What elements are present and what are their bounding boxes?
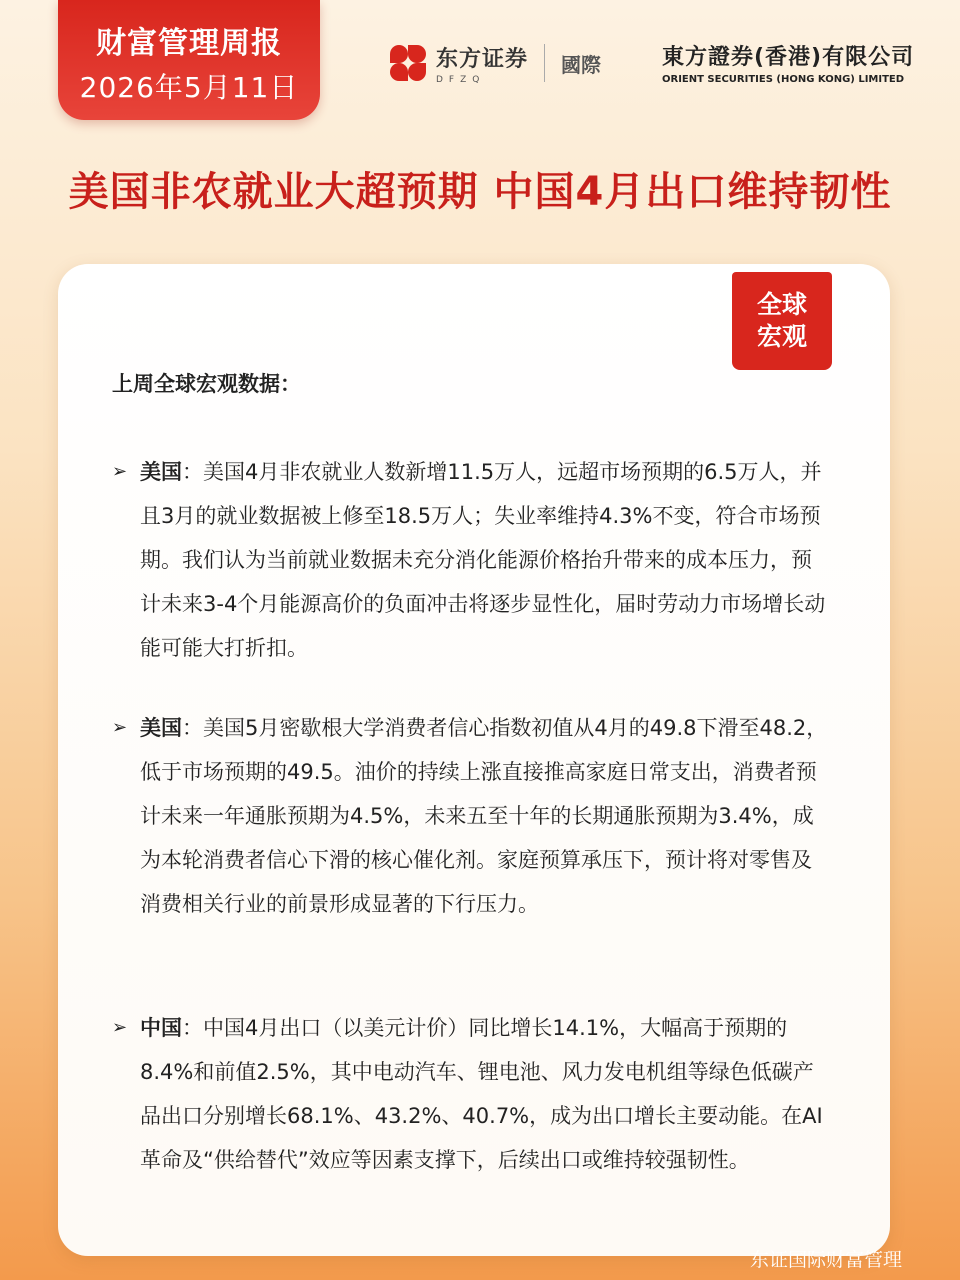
- report-title: 财富管理周报: [96, 26, 282, 61]
- hk-company-en: ORIENT SECURITIES (HONG KONG) LIMITED: [662, 74, 905, 85]
- list-item: [112, 1006, 832, 1182]
- dfzq-logo: [388, 40, 601, 86]
- category-tag-line1: 全球: [756, 290, 807, 319]
- item-text: ：中国4月出口（以美元计价）同比增长14.1%，大幅高于预期的8.4%和前值2.5%，其中电动汽车、锂电池、风力发电机组等绿色低碳产品出口分别增长68.1%、43.2%、40.7%，成为出口增长主要动能。在AI革命及“供给替代”效应等因素支撑下，后续出口或维持较强韧性。: [140, 1016, 823, 1172]
- category-tag: [732, 272, 832, 370]
- list-item: [112, 450, 832, 670]
- dfzq-logo-icon: [388, 43, 428, 83]
- hk-company-name: 東方證券(香港)有限公司: [662, 45, 915, 70]
- headline: 美国非农就业大超预期 中国4月出口维持韧性: [68, 169, 892, 215]
- arrow-bullet-icon: ➢: [112, 1017, 128, 1038]
- item-text: ：美国5月密歇根大学消费者信心指数初值从4月的49.8下滑至48.2，低于市场预期的49.5。油价的持续上涨直接推高家庭日常支出，消费者预计未来一年通胀预期为4.5%，未来五至十年的长期通胀预期为3.4%，成为本轮消费者信心下滑的核心催化剂。家庭预算承压下，预计将对零售及消费相关行业的前景形成显著的下行压力。: [140, 716, 828, 916]
- item-text: ：美国4月非农就业人数新增11.5万人，远超市场预期的6.5万人，并且3月的就业数据被上修至18.5万人；失业率维持4.3%不变，符合市场预期。我们认为当前就业数据未充分消化能源价格抬升带来的成本压力，预计未来3-4个月能源高价的负面冲击将逐步显性化，届时劳动力市场增长动能可能大打折扣。: [140, 460, 826, 660]
- report-badge: [58, 0, 320, 120]
- intl-label: 國際: [561, 52, 602, 77]
- hk-logo: [662, 40, 914, 85]
- list-item: [112, 706, 832, 926]
- report-date: 2026年5月11日: [79, 71, 299, 104]
- item-country: 美国: [140, 716, 182, 740]
- logo-divider: [544, 44, 545, 82]
- item-country: 中国: [140, 1016, 182, 1040]
- arrow-bullet-icon: ➢: [112, 717, 128, 738]
- dfzq-name: 东方证券: [436, 46, 529, 72]
- footer-brand: 东证国际财富管理: [749, 1249, 902, 1271]
- category-tag-line2: 宏观: [756, 322, 807, 351]
- content-card: [58, 264, 890, 1256]
- section-title: 上周全球宏观数据：: [112, 372, 301, 396]
- item-country: 美国: [140, 460, 182, 484]
- arrow-bullet-icon: ➢: [112, 461, 128, 482]
- dfzq-abbr: DFZQ: [436, 74, 486, 85]
